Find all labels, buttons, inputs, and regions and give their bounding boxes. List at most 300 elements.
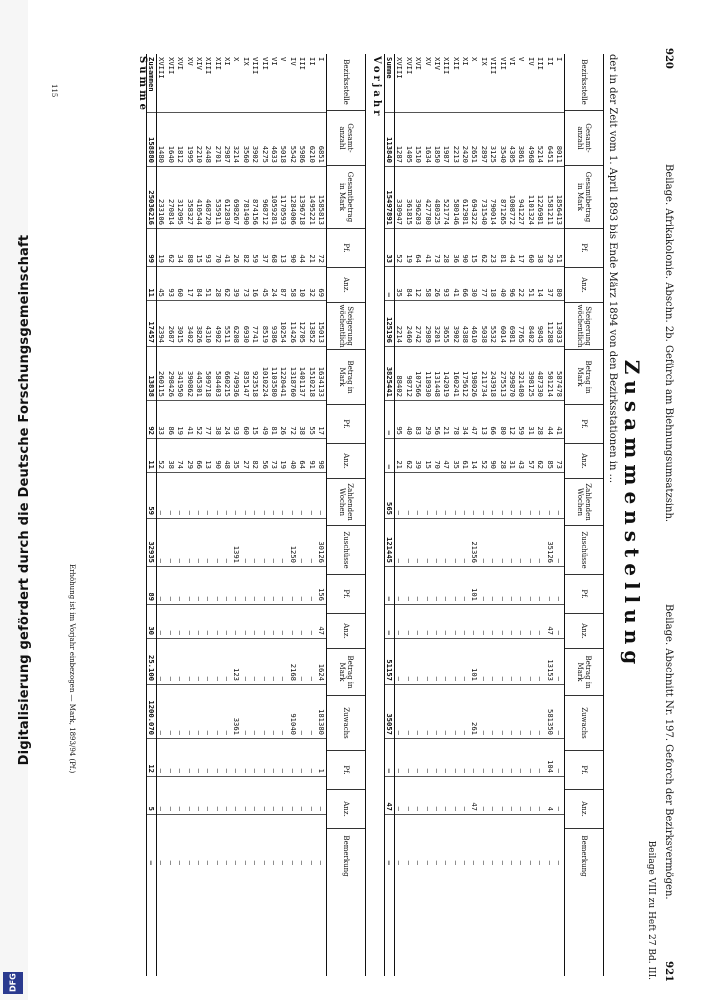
table-cell: — (241, 860, 251, 865)
table-cell: — (385, 567, 394, 605)
table-cell: 96 (508, 267, 517, 301)
table-cell: — (536, 567, 545, 605)
table-row (260, 54, 269, 976)
table-row (423, 54, 432, 976)
table-cell: 27 (241, 439, 250, 473)
beilage-note: Beilage VIII zu Heft 27 Bd. III. (646, 840, 656, 980)
table-cell: — (298, 860, 308, 865)
table-cell: XVIII (157, 54, 166, 113)
table-cell: — (307, 777, 316, 815)
table-cell: 21 (307, 229, 316, 267)
table-cell: — (213, 639, 222, 685)
table-cell: — (317, 473, 326, 519)
table-cell: 56 (260, 439, 269, 473)
table-cell: XVII (166, 54, 175, 113)
table-cell: 874156 (251, 167, 260, 229)
table-cell: 480325 (433, 167, 442, 229)
table-row (395, 54, 404, 976)
table-cell: — (526, 777, 535, 815)
table-cell: 580146 (451, 167, 460, 229)
table-cell: — (385, 739, 394, 777)
table-cell: 35057 (385, 685, 394, 739)
table-header (564, 54, 603, 976)
table-cell: — (479, 685, 488, 739)
table-cell: XII (451, 54, 460, 113)
table-cell: 30 (147, 605, 156, 639)
table-cell: 41 (555, 401, 564, 439)
table-cell: 101 (470, 567, 479, 605)
table-cell: 1850 (433, 113, 442, 167)
table-cell: — (251, 567, 260, 605)
table-cell: XVI (414, 54, 423, 113)
table-cell: — (508, 639, 517, 685)
table-cell: III (536, 54, 545, 113)
table-cell: — (404, 519, 413, 567)
table-cell: 18 (489, 267, 498, 301)
table-cell: — (223, 605, 232, 639)
table-cell: 47 (385, 777, 394, 815)
table-cell: 92 (147, 401, 156, 439)
table-cell: 275513 (498, 347, 507, 401)
table-cell: — (384, 860, 394, 865)
table-cell: 81 (270, 401, 279, 439)
table-cell: 15 (251, 401, 260, 439)
table-cell: — (423, 567, 432, 605)
table-cell: — (414, 739, 423, 777)
table-cell: 142019 (442, 347, 451, 401)
table-cell: 521774 (442, 167, 451, 229)
table-cell: 38 (298, 401, 307, 439)
table-row (555, 54, 564, 976)
table-cell: — (185, 567, 194, 605)
table-cell: 59 (147, 473, 156, 519)
table-row (213, 54, 222, 976)
table-cell: — (423, 639, 432, 685)
table-cell: — (555, 473, 564, 519)
table-cell: — (470, 605, 479, 639)
table-cell: 312095 (176, 167, 185, 229)
table-cell: 5018 (279, 113, 288, 167)
table-row (232, 54, 241, 976)
table-cell: 7741 (251, 301, 260, 347)
table-cell: — (260, 519, 269, 567)
table-cell: 62 (404, 439, 413, 473)
table-cell: — (166, 860, 176, 865)
section-label-vorjahr: Vorjahr (371, 56, 382, 119)
table-row (288, 54, 297, 976)
table-cell: — (298, 519, 307, 567)
column-header: Pf. (565, 575, 603, 614)
table-cell: IX (479, 54, 488, 113)
column-header: Zuwachs (565, 696, 603, 751)
table-footnote: Erhöhung ist im Vorjahr einbezogen — Mark, 1893/94 (Pf.) (68, 564, 76, 774)
table-cell: 4388 (461, 301, 470, 347)
column-header: Anz. (327, 268, 365, 303)
table-cell: 612981 (461, 167, 470, 229)
table-cell: 1396718 (298, 167, 307, 229)
table-cell: 13 (204, 439, 213, 473)
table-cell: — (213, 739, 222, 777)
table-cell: 91 (307, 439, 316, 473)
table-cell: XIII (442, 54, 451, 113)
table-cell: 31 (526, 401, 535, 439)
table-cell: — (517, 605, 526, 639)
table-cell: — (461, 777, 470, 815)
table-cell: — (185, 519, 194, 567)
table-cell: — (288, 860, 298, 865)
table-cell: 2987 (223, 113, 232, 167)
table-cell: 40 (288, 439, 297, 473)
table-cell: 3201 (433, 301, 442, 347)
table-cell: 47 (545, 605, 554, 639)
table-cell: — (395, 567, 404, 605)
table-cell: 1624 (317, 639, 326, 685)
table-cell: — (517, 777, 526, 815)
table-cell: 781490 (241, 167, 250, 229)
table-cell: — (260, 639, 269, 685)
table-cell: — (307, 519, 316, 567)
column-header: Pf. (327, 751, 365, 790)
table-cell: — (536, 639, 545, 685)
column-header: Gesamtbetrag in Mark (327, 166, 365, 229)
table-cell: 101 (470, 639, 479, 685)
table-cell: 16 (251, 267, 260, 301)
table-cell: 88402 (395, 347, 404, 401)
table-cell: 5038 (479, 301, 488, 347)
table-cell: XI (223, 54, 232, 113)
table-cell: 66 (489, 401, 498, 439)
table-cell: — (433, 777, 442, 815)
table-cell: — (479, 639, 488, 685)
left-running-title: Beilage. Afrikakolonie. Abschn. 2b. Gefürch am Biehnungsumsatzsinh. (663, 164, 674, 523)
table-cell: — (433, 567, 442, 605)
table-cell: 1318760 (288, 347, 297, 401)
table-cell: — (270, 739, 279, 777)
table-cell: 93 (232, 401, 241, 439)
table-cell: 535911 (213, 167, 222, 229)
table-cell: 1640 (166, 113, 175, 167)
table-cell: — (307, 605, 316, 639)
table-cell: — (241, 639, 250, 685)
table-cell: — (223, 685, 232, 739)
table-cell: — (204, 685, 213, 739)
table-cell: — (279, 739, 288, 777)
table-cell: 30 (470, 267, 479, 301)
table-cell: 121445 (385, 519, 394, 567)
table-cell: — (307, 860, 317, 865)
table-cell: — (270, 567, 279, 605)
table-cell: — (204, 605, 213, 639)
table-cell: 13 (479, 401, 488, 439)
table-cell: — (279, 639, 288, 685)
table-cell: 3402 (185, 301, 194, 347)
table-cell: — (176, 860, 186, 865)
table-cell: 38 (166, 439, 175, 473)
table-cell: — (176, 473, 185, 519)
table-cell: — (414, 685, 423, 739)
table-cell: — (517, 685, 526, 739)
table-cell: 52 (195, 401, 204, 439)
table-cell: 51 (526, 267, 535, 301)
table-cell: — (517, 567, 526, 605)
table-cell: — (176, 567, 185, 605)
table-cell: — (526, 605, 535, 639)
table-cell: VII (498, 54, 507, 113)
table-cell: 835147 (241, 347, 250, 401)
table-cell: — (489, 777, 498, 815)
table-cell: 1995 (185, 113, 194, 167)
table-cell: — (213, 567, 222, 605)
table-cell: — (157, 860, 167, 865)
table-cell: — (404, 777, 413, 815)
table-cell: 1250 (288, 519, 297, 567)
table-cell: 1170593 (279, 167, 288, 229)
table-cell: 12 (147, 739, 156, 777)
table-cell: — (195, 639, 204, 685)
table-cell: 2687 (166, 301, 175, 347)
table-cell: I (555, 54, 564, 113)
table-cell: IV (288, 54, 297, 113)
table-cell: — (204, 777, 213, 815)
table-cell: — (298, 473, 307, 519)
table-cell: 261 (470, 685, 479, 739)
table-cell: 5214 (536, 113, 545, 167)
table-cell: 29 (185, 439, 194, 473)
table-cell: — (166, 739, 175, 777)
table-cell: 2214 (395, 301, 404, 347)
table-cell: 41 (423, 229, 432, 267)
table-cell: 21 (442, 401, 451, 439)
table-row (307, 54, 316, 976)
table-cell: — (470, 473, 479, 519)
table-cell: 61 (461, 439, 470, 473)
table-cell: — (555, 860, 564, 865)
table-cell: 35 (395, 267, 404, 301)
table-cell: 88 (185, 229, 194, 267)
table-cell: — (288, 605, 297, 639)
table-cell: — (204, 739, 213, 777)
table-cell: — (195, 567, 204, 605)
table-cell: — (395, 473, 404, 519)
table-cell: 1495221 (307, 167, 316, 229)
table-cell: — (232, 777, 241, 815)
table-cell: — (298, 739, 307, 777)
right-running-title: Beilage. Abschnitt Nr. 197. Geforch der Bezirksvermögen. (663, 604, 674, 900)
table-cell: 923518 (251, 347, 260, 401)
table-row (385, 54, 395, 976)
table-cell: 17 (517, 229, 526, 267)
table-cell: — (526, 685, 535, 739)
table-cell: — (251, 519, 260, 567)
table-cell: — (241, 777, 250, 815)
table-cell: 34 (461, 401, 470, 439)
table-cell: 1401137 (298, 347, 307, 401)
table-cell: 9845 (536, 301, 545, 347)
table-cell: 39 (414, 439, 423, 473)
table-cell: 3902 (251, 113, 260, 167)
table-cell: — (260, 567, 269, 605)
table-cell: 38 (213, 401, 222, 439)
digitization-banner-text: Digitalisierung gefördert durch die Deutsche Forschungsgemeinschaft (17, 234, 32, 766)
table-cell: — (508, 777, 517, 815)
table-cell: 2989 (423, 301, 432, 347)
table-cell: — (270, 860, 280, 865)
table-cell: 47 (442, 439, 451, 473)
table-cell: — (385, 267, 394, 301)
table-cell: — (451, 605, 460, 639)
table-row (479, 54, 488, 976)
table-cell: — (489, 519, 498, 567)
table-cell: — (213, 473, 222, 519)
table-cell: 30126 (317, 519, 326, 567)
table-cell: — (241, 605, 250, 639)
table-cell: 52 (479, 439, 488, 473)
table-cell: — (451, 473, 460, 519)
column-header: Pf. (565, 751, 603, 790)
table-cell: 3560 (241, 113, 250, 167)
table-cell: — (307, 685, 316, 739)
table-cell: 2420 (461, 113, 470, 167)
table-cell: — (461, 739, 470, 777)
table-cell: 59 (517, 401, 526, 439)
table-cell: 4 (545, 777, 554, 815)
table-cell: 73 (555, 439, 564, 473)
table-cell: 73 (241, 267, 250, 301)
table-cell: — (414, 639, 423, 685)
table-cell: 21356 (470, 519, 479, 567)
table-cell: 28 (213, 267, 222, 301)
table-cell: 11426 (288, 301, 297, 347)
table-cell: — (498, 519, 507, 567)
table-cell: — (433, 605, 442, 639)
column-header: Zuschüsse (327, 526, 365, 575)
table-cell: 871265 (498, 167, 507, 229)
table-cell: — (395, 519, 404, 567)
table-cell: 131448 (433, 347, 442, 401)
table-cell: IX (241, 54, 250, 113)
table-cell: — (166, 605, 175, 639)
table-cell: 581350 (545, 685, 554, 739)
table-cell: 6210 (307, 113, 316, 167)
table-cell: — (185, 685, 194, 739)
table-cell: — (489, 739, 498, 777)
table-cell: 565 (385, 473, 394, 519)
table-cell: 6014 (498, 301, 507, 347)
page-marker: 115 (50, 84, 58, 98)
table-cell: 698267 (232, 167, 241, 229)
table-cell: 1581211 (545, 167, 554, 229)
table-cell: — (423, 739, 432, 777)
table-cell: 84 (404, 267, 413, 301)
table-cell: VIII (489, 54, 498, 113)
table-cell: — (498, 473, 507, 519)
table-cell: — (433, 473, 442, 519)
table-cell: 49 (260, 401, 269, 439)
table-cell: — (288, 473, 297, 519)
table-cell: 270814 (166, 167, 175, 229)
table-cell: 62 (536, 439, 545, 473)
table-cell: — (479, 519, 488, 567)
table-cell: — (498, 639, 507, 685)
table-cell: 19 (176, 401, 185, 439)
column-header: Anz. (565, 790, 603, 829)
table-cell: 4610 (470, 301, 479, 347)
table-cell: 85 (545, 439, 554, 473)
table-cell: 3655 (442, 301, 451, 347)
table-cell: 69 (317, 267, 326, 301)
column-header: Gesamtbetrag in Mark (565, 166, 603, 229)
table-cell: — (414, 473, 423, 519)
table-cell: 4305 (508, 113, 517, 167)
table-cell: — (157, 519, 166, 567)
table-cell: — (517, 639, 526, 685)
dfg-logo: DFG (3, 972, 23, 994)
table-cell: 73 (433, 229, 442, 267)
table-cell: — (395, 739, 404, 777)
table-cell: — (232, 473, 241, 519)
table-cell: 15497891 (385, 167, 394, 229)
table-cell: 84 (195, 267, 204, 301)
table-cell: — (157, 473, 166, 519)
table-cell: 19 (157, 229, 166, 267)
table-cell: — (433, 739, 442, 777)
table-cell: — (508, 567, 517, 605)
table-cell: — (251, 605, 260, 639)
table-cell: — (414, 777, 423, 815)
table-cell: 8519 (260, 301, 269, 347)
table-cell: — (536, 739, 545, 777)
table-cell: — (423, 605, 432, 639)
table-cell: 10 (298, 267, 307, 301)
table-cell: — (423, 777, 432, 815)
table-cell: 3361 (232, 685, 241, 739)
table-cell: — (555, 639, 564, 685)
table-cell: VI (270, 54, 279, 113)
table-cell: XIII (204, 54, 213, 113)
table-cell: VIII (251, 54, 260, 113)
table-cell: — (555, 605, 564, 639)
table-cell: — (251, 473, 260, 519)
table-cell: 35126 (545, 519, 554, 567)
table-cell: 587478 (555, 347, 564, 401)
table-cell: 41 (223, 229, 232, 267)
table-cell: 1391 (232, 519, 241, 567)
table-cell: 93 (166, 267, 175, 301)
table-cell: — (555, 685, 564, 739)
table-cell: — (461, 473, 470, 519)
table-cell: 1287 (395, 113, 404, 167)
table-cell: — (442, 685, 451, 739)
table-cell: 968712 (260, 167, 269, 229)
table-cell: II (307, 54, 316, 113)
table-cell: — (517, 739, 526, 777)
table-cell: — (185, 739, 194, 777)
table-cell: 4310 (204, 301, 213, 347)
table-cell: 6981 (508, 301, 517, 347)
table-cell: 1220441 (279, 347, 288, 401)
table-cell: 358327 (185, 167, 194, 229)
table-cell: — (498, 739, 507, 777)
table-cell: — (241, 739, 250, 777)
table-cell: 1480 (157, 113, 166, 167)
table-cell: 1103580 (270, 347, 279, 401)
table-cell: 4275 (260, 113, 269, 167)
column-header: Anz. (565, 614, 603, 649)
table-cell: — (433, 519, 442, 567)
table-cell: 104 (545, 739, 554, 777)
column-header: Pf. (565, 229, 603, 268)
table-cell: — (176, 605, 185, 639)
